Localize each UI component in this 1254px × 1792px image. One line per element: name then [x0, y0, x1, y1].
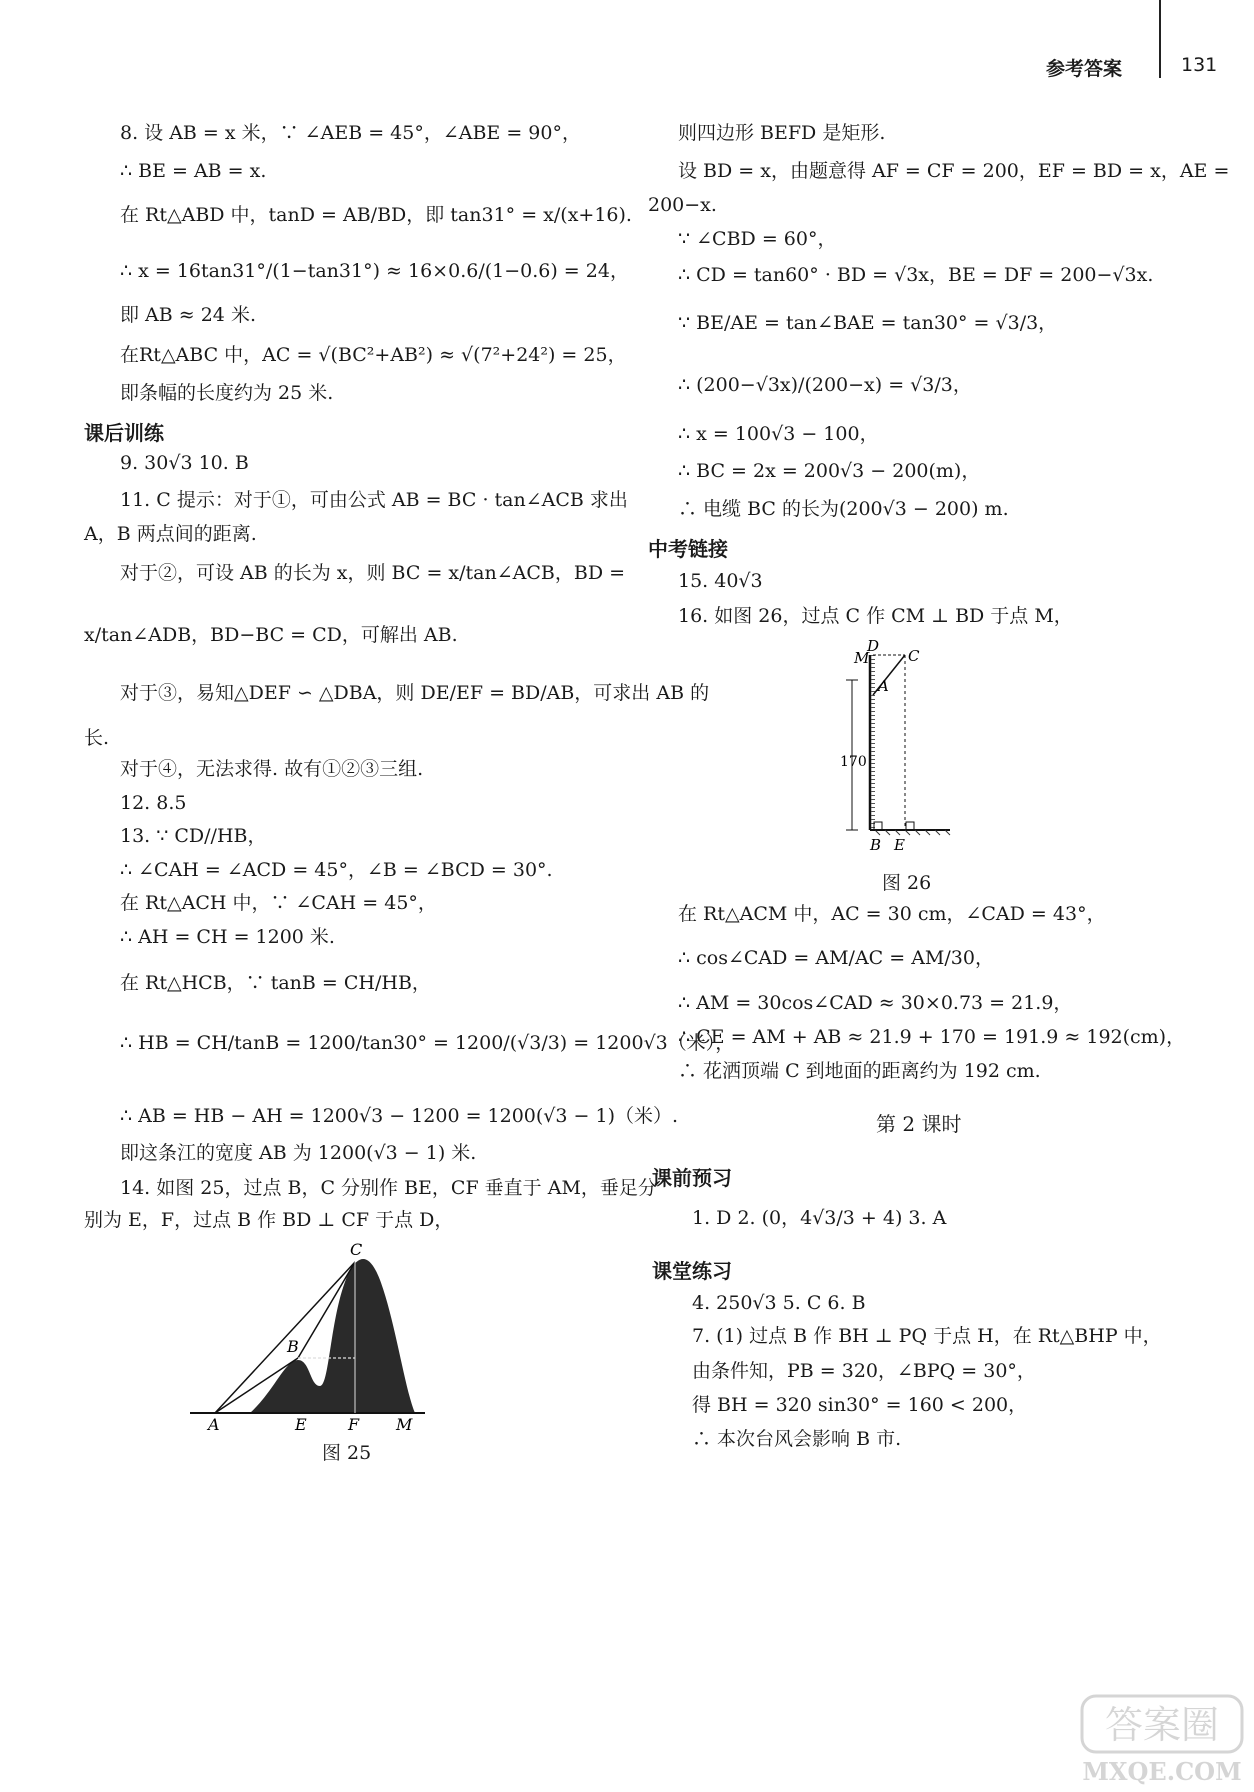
fig25-label-C: C [350, 1240, 363, 1259]
text-line: ∵ BE/AE = tan∠BAE = tan30° = √3/3， [678, 312, 1058, 334]
fig26-label-170: 170 [840, 754, 867, 770]
text-line: ∴ BC = 2x = 200√3 − 200(m)， [678, 460, 981, 482]
text-line: ∴ ∠CAH = ∠ACD = 45°，∠B = ∠BCD = 30°. [120, 859, 553, 881]
text-line: 1. D 2. (0，4√3/3 + 4) 3. A [692, 1207, 947, 1229]
text-line: 对于③，易知△DEF ∽ △DBA，则 DE/EF = BD/AB，可求出 AB 的 [120, 682, 710, 704]
figure-26-caption: 图 26 [882, 872, 932, 894]
text-line: A，B 两点间的距离. [84, 523, 257, 545]
text-line: 对于②，可设 AB 的长为 x，则 BC = x/tan∠ACB，BD = [120, 562, 626, 584]
text-line: ∴ CD = tan60° · BD = √3x，BE = DF = 200−√3x. [678, 264, 1154, 286]
watermark-logo [1080, 1692, 1248, 1788]
text-line: 即这条江的宽度 AB 为 1200(√3 − 1) 米. [120, 1142, 477, 1164]
text-line: ∴ 花洒顶端 C 到地面的距离约为 192 cm. [678, 1060, 1041, 1082]
lesson-title: 第 2 课时 [876, 1112, 962, 1136]
running-header-title: 参考答案 [1046, 58, 1123, 80]
text-line: 得 BH = 320 sin30° = 160 < 200， [692, 1394, 1028, 1416]
text-line: ∴ 电缆 BC 的长为(200√3 − 200) m. [678, 498, 1009, 520]
section-heading-zhongkao: 中考链接 [648, 537, 728, 561]
text-line: 则四边形 BEFD 是矩形. [678, 122, 886, 144]
figure-26 [840, 635, 980, 860]
text-line: 即条幅的长度约为 25 米. [120, 382, 334, 404]
text-line: 14. 如图 25，过点 B，C 分别作 BE，CF 垂直于 AM，垂足分 [120, 1177, 657, 1199]
text-line: ∴ AB = HB − AH = 1200√3 − 1200 = 1200(√3 − 1)（米）. [120, 1105, 679, 1127]
text-line: 12. 8.5 [120, 792, 187, 814]
section-heading-after-class: 课后训练 [84, 421, 164, 445]
fig25-label-E: E [295, 1415, 307, 1430]
text-line: 由条件知，PB = 320，∠BPQ = 30°， [692, 1360, 1036, 1382]
text-line: ∴ (200−√3x)/(200−x) = √3/3， [678, 374, 972, 396]
text-line: 在 Rt△ACM 中，AC = 30 cm，∠CAD = 43°， [678, 903, 1106, 925]
svg-text:答案圈: 答案圈 [1104, 1703, 1220, 1747]
text-line: 设 BD = x，由题意得 AF = CF = 200，EF = BD = x，AE = [678, 160, 1230, 182]
text-line: ∴ CE = AM + AB ≈ 21.9 + 170 = 191.9 ≈ 192(cm)， [678, 1026, 1186, 1048]
text-line: 别为 E，F，过点 B 作 BD ⊥ CF 于点 D， [84, 1209, 454, 1231]
fig26-label-M: M [854, 649, 870, 667]
text-line: 在 Rt△ACH 中，∵ ∠CAH = 45°， [120, 892, 437, 914]
text-line: 16. 如图 26，过点 C 作 CM ⊥ BD 于点 M， [678, 605, 1073, 627]
text-line: 200−x. [648, 194, 717, 216]
text-line: 在Rt△ABC 中，AC = √(BC²+AB²) ≈ √(7²+24²) = 25， [120, 344, 627, 366]
figure-25-caption: 图 25 [322, 1442, 372, 1464]
text-line: 9. 30√3 10. B [120, 452, 249, 474]
text-line: 7. (1) 过点 B 作 BH ⊥ PQ 于点 H，在 Rt△BHP 中， [692, 1325, 1162, 1347]
text-line: 15. 40√3 [678, 570, 763, 592]
text-line: 对于④，无法求得. 故有①②③三组. [120, 758, 424, 780]
text-line: ∴ AH = CH = 1200 米. [120, 926, 335, 948]
text-line: 11. C 提示：对于①，可由公式 AB = BC · tan∠ACB 求出 [120, 489, 628, 511]
text-line: ∴ 本次台风会影响 B 市. [692, 1428, 902, 1450]
text-line: ∴ cos∠CAD = AM/AC = AM/30， [678, 947, 994, 969]
right-angle-B [874, 822, 882, 830]
text-line: 在 Rt△HCB，∵ tanB = CH/HB， [120, 972, 431, 994]
text-line: 8. 设 AB = x 米，∵ ∠AEB = 45°，∠ABE = 90°， [120, 122, 581, 144]
text-line: 在 Rt△ABD 中，tanD = AB/BD，即 tan31° = x/(x+16). [120, 204, 632, 226]
text-line: x/tan∠ADB，BD−BC = CD，可解出 AB. [84, 624, 458, 646]
fig25-label-A: A [208, 1415, 220, 1430]
fig26-label-C: C [908, 647, 920, 665]
text-line: ∵ ∠CBD = 60°， [678, 228, 837, 250]
fig26-label-A: A [878, 677, 889, 695]
section-heading-preview: 课前预习 [652, 1166, 732, 1190]
fig25-label-M: M [396, 1415, 413, 1430]
svg-text:MXQE.COM: MXQE.COM [1082, 1757, 1242, 1786]
header-divider [1159, 0, 1161, 78]
mountain-shape [250, 1259, 415, 1413]
fig25-label-B: B [287, 1337, 299, 1356]
text-line: 13. ∵ CD//HB， [120, 825, 267, 847]
text-line: ∴ x = 100√3 − 100， [678, 423, 879, 445]
text-line: 4. 250√3 5. C 6. B [692, 1292, 866, 1314]
text-line: 即 AB ≈ 24 米. [120, 304, 256, 326]
text-line: ∴ HB = CH/tanB = 1200/tan30° = 1200/(√3/3) = 1200√3（米）， [120, 1032, 735, 1054]
text-line: ∴ x = 16tan31°/(1−tan31°) ≈ 16×0.6/(1−0.6) = 24， [120, 260, 629, 282]
text-line: 长. [84, 727, 110, 749]
figure-25 [180, 1240, 440, 1430]
page-number: 131 [1181, 54, 1218, 76]
fig26-label-B: B [870, 836, 882, 854]
text-line: ∴ BE = AB = x. [120, 160, 267, 182]
text-line: ∴ AM = 30cos∠CAD ≈ 30×0.73 = 21.9， [678, 992, 1073, 1014]
section-heading-practice: 课堂练习 [652, 1259, 732, 1283]
fig25-label-F: F [348, 1415, 360, 1430]
fig26-label-D: D [867, 637, 880, 655]
fig26-label-E: E [894, 836, 905, 854]
right-angle-E [906, 822, 914, 830]
